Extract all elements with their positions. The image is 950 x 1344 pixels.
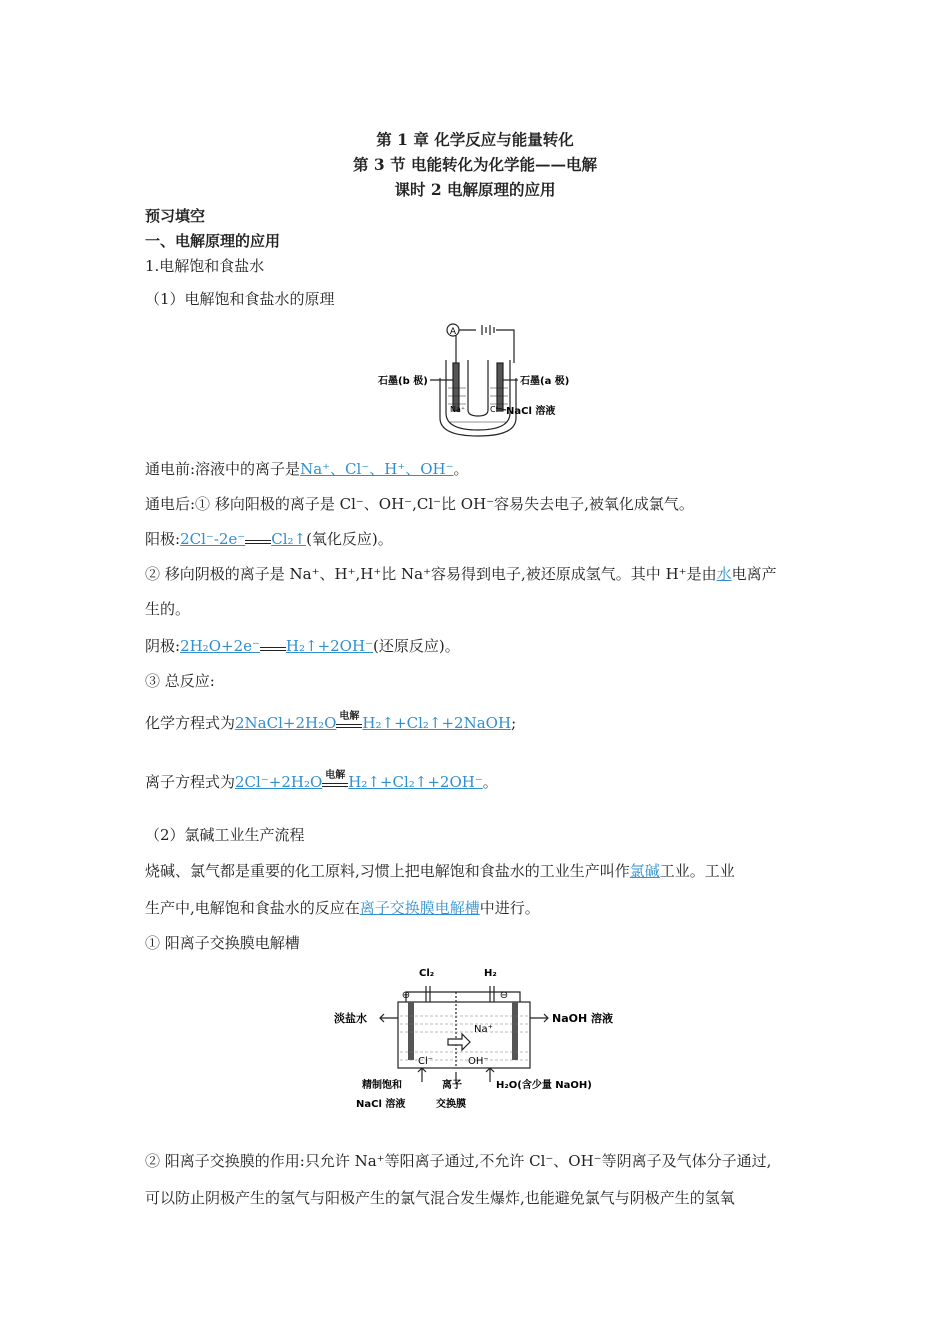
ion-eq-left: 2Cl⁻+2H₂O — [235, 773, 323, 791]
electrolysis-equals-sign: 电解 — [322, 781, 348, 787]
h2-label: H₂ — [484, 968, 497, 979]
item1-subheading-2: （2）氯碱工业生产流程 — [145, 826, 305, 844]
membrane-role-2: 可以防止阴极产生的氢气与阳极产生的氯气混合发生爆炸,也能避免氯气与阴极产生的氢氧 — [145, 1189, 735, 1207]
cathode-note-cont: 生的。 — [145, 600, 191, 618]
ammeter-label: A — [449, 327, 457, 337]
before-current: 通电前:溶液中的离子是Na⁺、Cl⁻、H⁺、OH⁻。 — [145, 460, 469, 478]
naoh-solution-label: NaOH 溶液 — [552, 1012, 614, 1025]
cathode-right: H₂↑+2OH⁻ — [285, 637, 373, 655]
left-electrode-label: 石墨(b 极) — [378, 376, 428, 387]
electrolysis-equals-sign: 电解 — [336, 722, 362, 728]
anode-right: Cl₂↑ — [271, 530, 307, 548]
dilute-brine-label: 淡盐水 — [334, 1012, 367, 1025]
feed-left-label-1: 精制饱和 — [362, 1080, 402, 1091]
cl-ion-label: Cl⁻ — [490, 405, 503, 414]
cathode-note: ② 移向阴极的离子是 Na⁺、H⁺,H⁺比 Na⁺容易得到电子,被还原成氢气。其中 H⁺是由水电离产 — [145, 565, 777, 583]
answer-chlor-alkali: 氯碱 — [629, 862, 660, 880]
chemical-equation: 化学方程式为2NaCl+2H₂O 电解 H₂↑+Cl₂↑+2NaOH; — [145, 711, 517, 732]
feed-right-label: H₂O(含少量 NaOH) — [496, 1080, 592, 1091]
equals-sign — [245, 538, 271, 544]
cathode-equation: 阴极:2H₂O+2e⁻ H₂↑+2OH⁻(还原反应)。 — [145, 637, 460, 655]
cl2-label: Cl₂ — [419, 968, 435, 979]
cl-ion-label: Cl⁻ — [418, 1056, 434, 1067]
item1-subheading: （1）电解饱和食盐水的原理 — [145, 290, 335, 308]
industry-paragraph-2: 生产中,电解饱和食盐水的反应在离子交换膜电解槽中进行。 — [145, 899, 540, 917]
answer-ions: Na⁺、Cl⁻、H⁺、OH⁻ — [300, 460, 454, 478]
answer-water: 水 — [716, 565, 732, 583]
preview-heading: 预习填空 — [145, 207, 206, 225]
cathode-minus-icon: ⊖ — [499, 990, 509, 1001]
section-title: 第 3 节 电能转化为化学能——电解 — [353, 155, 597, 174]
right-electrode-label: 石墨(a 极) — [520, 376, 570, 387]
part1-heading: 一、电解原理的应用 — [145, 232, 281, 250]
anode-equation: 阳极:2Cl⁻-2e⁻ Cl₂↑(氧化反应)。 — [145, 530, 393, 548]
anode-left: 2Cl⁻-2e⁻ — [180, 530, 246, 548]
lesson-title: 课时 2 电解原理的应用 — [394, 180, 556, 199]
after-current: 通电后:① 移向阳极的离子是 Cl⁻、OH⁻,Cl⁻比 OH⁻容易失去电子,被氧化成氯气。 — [145, 495, 694, 513]
u-tube-electrolysis-figure — [378, 318, 578, 438]
chem-eq-right: H₂↑+Cl₂↑+2NaOH — [362, 714, 512, 732]
na-ion-label: Na⁺ — [474, 1024, 493, 1035]
ionic-equation: 离子方程式为2Cl⁻+2H₂O 电解 H₂↑+Cl₂↑+2OH⁻。 — [145, 770, 498, 791]
industry-paragraph-1: 烧碱、氯气都是重要的化工原料,习惯上把电解饱和食盐水的工业生产叫作氯碱工业。工业 — [145, 862, 735, 880]
membrane-role-1: ② 阳离子交换膜的作用:只允许 Na⁺等阳离子通过,不允许 Cl⁻、OH⁻等阴离子及气体分子通过, — [145, 1152, 772, 1170]
cell-heading: ① 阳离子交换膜电解槽 — [145, 934, 300, 952]
answer-membrane-cell: 离子交换膜电解槽 — [359, 899, 480, 917]
oh-ion-label: OH⁻ — [468, 1056, 489, 1067]
solution-label: NaCl 溶液 — [506, 406, 556, 417]
membrane-label-2: 交换膜 — [436, 1099, 466, 1110]
item1-heading: 1.电解饱和食盐水 — [145, 257, 265, 275]
membrane-cell-figure — [330, 962, 630, 1112]
feed-left-label-2: NaCl 溶液 — [356, 1099, 406, 1110]
equals-sign — [260, 645, 286, 651]
anode-plus-icon: ⊕ — [401, 990, 411, 1001]
chem-eq-left: 2NaCl+2H₂O — [235, 714, 337, 732]
na-ion-label: Na⁺ — [450, 405, 466, 414]
chapter-title: 第 1 章 化学反应与能量转化 — [376, 130, 574, 149]
membrane-label-1: 离子 — [442, 1080, 462, 1091]
total-reaction-label: ③ 总反应: — [145, 672, 215, 690]
cathode-left: 2H₂O+2e⁻ — [180, 637, 260, 655]
ion-eq-right: H₂↑+Cl₂↑+2OH⁻ — [348, 773, 483, 791]
